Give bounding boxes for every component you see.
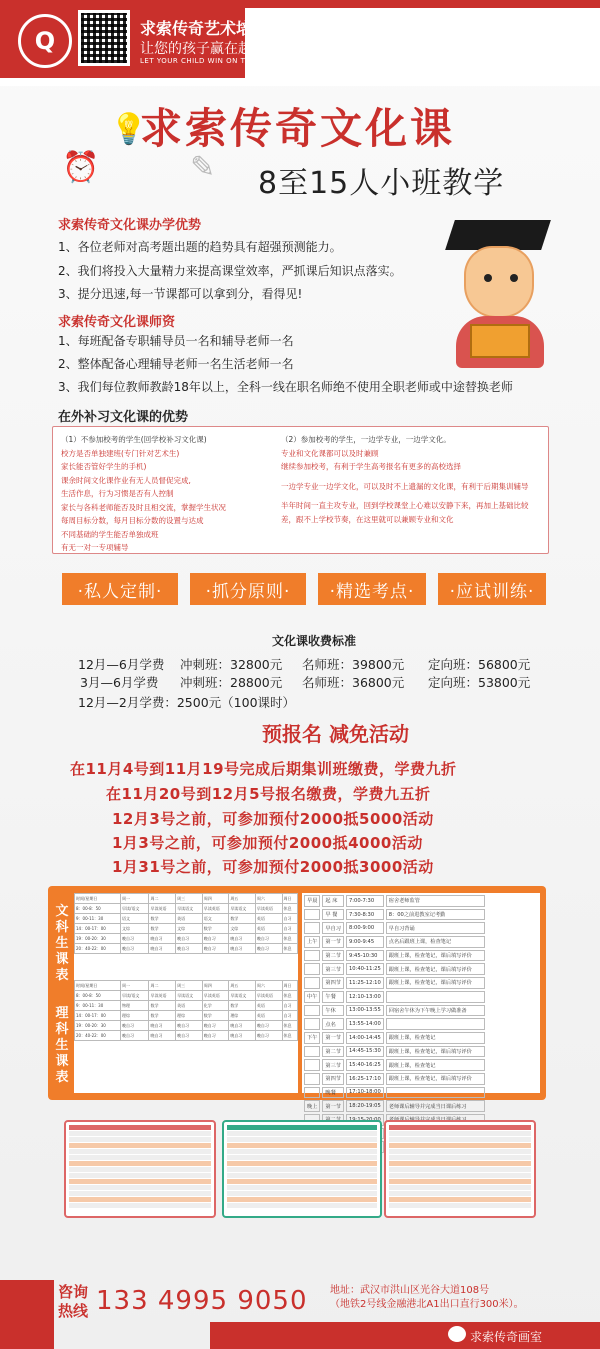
sheet-row <box>227 1203 377 1208</box>
promo-line: 在11月20号到12月5号报名缴费，学费九五折 <box>106 785 431 803</box>
advantage-item: 3、提分迅速,每一节课都可以拿到分，看得见! <box>58 287 303 301</box>
sheet-row <box>389 1191 531 1196</box>
table-cell: 早读英语 <box>202 991 229 1001</box>
sheet-row <box>69 1191 211 1196</box>
table-cell: 8：00之前进教室记考勤 <box>386 909 485 921</box>
table-cell <box>304 909 320 921</box>
table-row <box>75 1031 298 1041</box>
table-cell: 休息 <box>282 1031 297 1041</box>
fee-cell: 冲刺班：28800元 <box>180 675 283 690</box>
table-cell: 语文 <box>120 914 149 924</box>
fee-cell: 名师班：36800元 <box>302 675 405 690</box>
table-cell: 8：00-8：50 <box>75 991 121 1001</box>
tag-principle: ·抓分原则· <box>190 573 306 605</box>
sheet-row <box>227 1167 377 1172</box>
table-cell: 晚自习 <box>255 1031 282 1041</box>
table-cell: 7:30-8:30 <box>346 909 384 921</box>
table-row <box>75 894 298 904</box>
table-cell: 跟班上课，检查笔记 <box>386 1032 485 1044</box>
lightbulb-icon: 💡 <box>110 112 148 147</box>
table-cell: 文综 <box>176 924 203 934</box>
table-cell: 晚自习 <box>255 1021 282 1031</box>
table-cell: 晚自习 <box>229 1021 256 1031</box>
sheet-row <box>389 1167 531 1172</box>
table-cell: 回宿舍午休为下午晚上学习做准备 <box>386 1005 485 1017</box>
sheet-row <box>69 1161 211 1166</box>
table-cell: 时间/星期日 <box>75 981 121 991</box>
daily-schedule-table <box>302 893 487 1155</box>
footer-red-left <box>0 1280 54 1349</box>
fee-cell: 定向班：56800元 <box>428 657 531 672</box>
address: 地址：武汉市洪山区光谷大道108号 （地铁2号线金融港北A1出口直行300米）。 <box>330 1285 524 1310</box>
table-cell: 自习 <box>282 914 297 924</box>
table-cell: 19：00-20：30 <box>75 934 121 944</box>
table-cell: 起 床 <box>322 895 344 907</box>
table-cell: 19：00-20：30 <box>75 1021 121 1031</box>
table-cell: 晚自习 <box>149 944 176 954</box>
slogan: 让您的孩子赢在起跑线上 <box>140 41 294 57</box>
promo-heading: 预报名 减免活动 <box>262 722 409 746</box>
sample-sheet <box>64 1120 216 1218</box>
table-cell: 第三节 <box>322 1059 344 1071</box>
table-row <box>75 914 298 924</box>
table-cell: 13:00-13:55 <box>346 1005 384 1017</box>
table-cell: 18:20-19:05 <box>346 1100 384 1112</box>
table-cell: 早自习背诵 <box>386 922 485 934</box>
consult-label: 咨询热线 <box>58 1283 89 1320</box>
comparison-left: （1）不参加校考的学生(回学校补习文化课) 校方是否单独建班(专门针对艺术生) 家长能否管好学生的手机) 课余时间文化课作业有无人员督促完成, 生活作息，行为习惯是否有人控制 家长与各科老师能否及时且相交流，掌握学生状况 每周目标分数，每月目标分数的设置与达成 不同基础的学生能否单独成班 有无一对一专项辅导 <box>61 435 226 552</box>
table-cell: 周五 <box>229 894 256 904</box>
table-cell: 物理 <box>120 1001 149 1011</box>
table-cell: 9:45-10:30 <box>346 950 384 962</box>
table-cell: 晚自习 <box>149 1021 176 1031</box>
table-cell: 晚自习 <box>229 934 256 944</box>
table-cell: 晚自习 <box>176 944 203 954</box>
table-cell: 下午 <box>304 1032 320 1044</box>
sheet-row <box>389 1143 531 1148</box>
sheet-row <box>69 1131 211 1136</box>
table-cell: 理综 <box>229 1011 256 1021</box>
table-row <box>304 1018 485 1030</box>
table-cell: 早 餐 <box>322 909 344 921</box>
table-cell: 20：40-22：00 <box>75 944 121 954</box>
table-cell: 晚自习 <box>120 1021 149 1031</box>
table-cell: 7:00-7:30 <box>346 895 384 907</box>
sheet-row <box>227 1131 377 1136</box>
table-cell <box>304 1087 320 1099</box>
table-cell: 理综 <box>176 1011 203 1021</box>
table-cell: 17:10-18:00 <box>346 1087 384 1099</box>
table-cell: 9:00-9:45 <box>346 936 384 948</box>
table-cell: 跟班上课，检查笔记 <box>386 1059 485 1071</box>
fee-heading: 文化课收费标准 <box>272 634 357 648</box>
table-cell <box>304 1005 320 1017</box>
table-cell: 宿舍老师监管 <box>386 895 485 907</box>
table-cell: 16:25-17:10 <box>346 1073 384 1085</box>
table-row <box>304 991 485 1003</box>
table-cell: 英语 <box>255 1011 282 1021</box>
table-cell: 晚自习 <box>255 934 282 944</box>
table-row <box>304 909 485 921</box>
table-cell: 跟班上课，检查笔记，课后填写评价 <box>386 977 485 989</box>
fee-cell: 12月—6月学费 <box>78 657 165 672</box>
table-cell <box>304 1046 320 1058</box>
table-cell: 数学 <box>149 1011 176 1021</box>
table-row <box>304 963 485 975</box>
advantages-heading: 求索传奇文化课办学优势 <box>58 218 202 233</box>
table-row <box>304 1032 485 1044</box>
table-cell: 第二节 <box>322 1046 344 1058</box>
table-cell: 周一 <box>120 981 149 991</box>
main-title: 求索传奇文化课 <box>140 104 456 153</box>
sheet-row <box>227 1161 377 1166</box>
table-cell: 早自习 <box>322 922 344 934</box>
table-cell: 晚自习 <box>176 1021 203 1031</box>
table-cell: 晚自习 <box>120 934 149 944</box>
table-cell: 化学 <box>202 1001 229 1011</box>
sheet-row <box>69 1125 211 1130</box>
table-cell: 周四 <box>202 981 229 991</box>
fee-cell: 3月—6月学费 <box>80 675 159 690</box>
table-cell: 晚自习 <box>229 1031 256 1041</box>
table-cell: 周日 <box>282 981 297 991</box>
science-label: 理科生课表 <box>55 1006 69 1085</box>
table-cell: 晚自习 <box>202 1021 229 1031</box>
table-cell: 周三 <box>176 894 203 904</box>
table-cell: 15:40-16:25 <box>346 1059 384 1071</box>
sheet-row <box>69 1203 211 1208</box>
sheet-row <box>389 1125 531 1130</box>
table-cell: 第四节 <box>322 1073 344 1085</box>
table-cell: 早读语文 <box>176 904 203 914</box>
table-cell: 早读/语文 <box>120 904 149 914</box>
table-cell: 英语 <box>255 1001 282 1011</box>
sheet-row <box>227 1149 377 1154</box>
table-cell: 第二节 <box>322 950 344 962</box>
table-cell: 晚自习 <box>120 944 149 954</box>
table-cell: 周六 <box>255 981 282 991</box>
table-row <box>304 1087 485 1099</box>
promo-line: 在11月4号到11月19号完成后期集训班缴费，学费九折 <box>70 760 457 778</box>
table-cell <box>304 977 320 989</box>
table-cell: 跟班上课，检查笔记，课后填写评价 <box>386 1046 485 1058</box>
table-cell: 早读语文 <box>229 991 256 1001</box>
table-cell: 英语 <box>176 914 203 924</box>
table-cell: 早读语文 <box>176 991 203 1001</box>
table-cell: 数学 <box>149 914 176 924</box>
table-cell: 早晨 <box>304 895 320 907</box>
table-cell: 晚自习 <box>229 944 256 954</box>
sheet-row <box>227 1155 377 1160</box>
table-cell: 早读英语 <box>149 904 176 914</box>
table-row <box>304 1005 485 1017</box>
schedule-panel <box>48 886 546 1110</box>
table-cell: 午休 <box>322 1005 344 1017</box>
table-cell <box>304 1059 320 1071</box>
table-cell: 数学 <box>229 914 256 924</box>
promo-line: 12月3号之前，可参加预付2000抵5000活动 <box>112 810 434 828</box>
table-cell: 周日 <box>282 894 297 904</box>
fee-last: 12月—2月学费：2500元（100课时） <box>78 695 296 710</box>
sheet-row <box>389 1197 531 1202</box>
table-cell: 第四节 <box>322 977 344 989</box>
table-cell <box>386 1018 485 1030</box>
table-cell: 早读英语 <box>202 904 229 914</box>
table-cell: 9：00-11：30 <box>75 914 121 924</box>
sheet-row <box>227 1173 377 1178</box>
rocket-icon: ✎ <box>190 150 216 185</box>
table-cell: 休息 <box>282 991 297 1001</box>
phone-number[interactable]: 133 4995 9050 <box>96 1286 308 1316</box>
advantage-item: 1、各位老师对高考题出题的趋势具有超强预测能力。 <box>58 240 342 254</box>
table-row <box>75 1011 298 1021</box>
teachers-heading: 求索传奇文化课师资 <box>58 315 176 330</box>
tag-exam: ·应试训练· <box>438 573 546 605</box>
sheet-row <box>389 1149 531 1154</box>
qr-code <box>78 10 130 66</box>
daily-schedule <box>302 893 540 1110</box>
table-row <box>304 1059 485 1071</box>
teacher-item: 3、我们每位教师教龄18年以上，全科一线在职名师绝不使用全职老师或中途替换老师 <box>58 380 513 394</box>
sheet-row <box>389 1179 531 1184</box>
sheet-row <box>389 1155 531 1160</box>
table-row <box>304 1073 485 1085</box>
table-row <box>75 981 298 991</box>
table-cell: 8：00-8：50 <box>75 904 121 914</box>
table-cell: 10:40-11:25 <box>346 963 384 975</box>
table-cell: 点名 <box>322 1018 344 1030</box>
table-cell: 晚自习 <box>255 944 282 954</box>
table-cell: 晚自习 <box>176 934 203 944</box>
table-cell <box>304 1073 320 1085</box>
school-logo: Q <box>18 14 72 68</box>
table-cell: 自习 <box>282 1001 297 1011</box>
table-row <box>304 977 485 989</box>
table-cell: 11:25-12:10 <box>346 977 384 989</box>
table-cell: 数学 <box>149 924 176 934</box>
table-cell: 数学 <box>202 924 229 934</box>
table-cell: 数学 <box>229 1001 256 1011</box>
sheet-row <box>389 1137 531 1142</box>
table-cell: 第一节 <box>322 1100 344 1112</box>
comparison-right: （2）参加校考的学生，一边学专业，一边学文化。 专业和文化课都可以及时兼顾 继续参加校考，有利于学生高考报名有更多的高校选择 一边学专业一边学文化，可以及时不上遗漏的文化课，有利于后期集训辅导 半年时间一直主攻专业，回到学校课堂上心难以安静下来，再加上基础比较 差，跟不上学校节奏，在这里就可以兼顾专业和文化 <box>281 435 529 524</box>
table-cell <box>386 991 485 1003</box>
table-cell: 晚自习 <box>120 1031 149 1041</box>
header-red-strip <box>245 0 600 8</box>
teacher-item: 1、每班配备专职辅导员一名和辅导老师一名 <box>58 334 294 348</box>
table-cell: 周二 <box>149 894 176 904</box>
sub-title: 8至15人小班教学 <box>258 166 505 201</box>
table-cell: 休息 <box>282 904 297 914</box>
sheet-row <box>69 1137 211 1142</box>
wechat-account: 求索传奇画室 <box>470 1330 543 1344</box>
advantage-item: 2、我们将投入大量精力来提高课堂效率，严抓课后知识点落实。 <box>58 264 402 278</box>
sheet-row <box>69 1179 211 1184</box>
table-cell: 文综 <box>229 924 256 934</box>
sheet-row <box>227 1197 377 1202</box>
outside-heading: 在外补习文化课的优势 <box>58 410 189 425</box>
table-cell: 跟班上课，检查笔记，课后填写评价 <box>386 963 485 975</box>
school-name: 求索传奇艺术培训学校 <box>140 19 301 38</box>
table-cell: 上午 <box>304 936 320 948</box>
table-cell: 13:55-14:00 <box>346 1018 384 1030</box>
table-cell: 英语 <box>255 924 282 934</box>
table-cell: 周一 <box>120 894 149 904</box>
sheet-row <box>227 1179 377 1184</box>
table-cell: 英语 <box>176 1001 203 1011</box>
table-cell: 第一节 <box>322 936 344 948</box>
arts-label: 文科生课表 <box>55 904 69 983</box>
table-cell: 早读/语文 <box>120 991 149 1001</box>
table-cell: 第一节 <box>322 1032 344 1044</box>
sheet-row <box>389 1173 531 1178</box>
sheet-row <box>69 1173 211 1178</box>
sheet-row <box>389 1131 531 1136</box>
fee-cell: 冲刺班：32800元 <box>180 657 283 672</box>
tag-selected: ·精选考点· <box>318 573 426 605</box>
table-cell: 14:00-14:45 <box>346 1032 384 1044</box>
table-row <box>75 944 298 954</box>
table-cell <box>386 1087 485 1099</box>
table-cell: 点名后跟班上课，检查笔记 <box>386 936 485 948</box>
table-cell: 跟班上课，检查笔记，课后填写评价 <box>386 950 485 962</box>
table-row <box>75 904 298 914</box>
table-row <box>304 895 485 907</box>
table-cell: 数学 <box>149 1001 176 1011</box>
teacher-item: 2、整体配备心理辅导老师一名生活老师一名 <box>58 357 294 371</box>
table-cell: 早读英语 <box>149 991 176 1001</box>
table-row <box>304 1100 485 1112</box>
table-cell: 周四 <box>202 894 229 904</box>
tag-custom: ·私人定制· <box>62 573 178 605</box>
table-cell: 休息 <box>282 1021 297 1031</box>
table-row <box>304 950 485 962</box>
graduate-illustration <box>440 220 560 370</box>
table-cell: 晚自习 <box>149 1031 176 1041</box>
table-cell: 晚上 <box>304 1100 320 1112</box>
table-cell: 中午 <box>304 991 320 1003</box>
table-cell: 14：00-17：00 <box>75 1011 121 1021</box>
table-cell: 周二 <box>149 981 176 991</box>
promo-line: 1月3号之前，可参加预付2000抵4000活动 <box>112 834 423 852</box>
science-schedule-table <box>74 980 298 1041</box>
table-cell: 8:00-9:00 <box>346 922 384 934</box>
table-row <box>304 1046 485 1058</box>
sheet-row <box>227 1185 377 1190</box>
table-cell: 周六 <box>255 894 282 904</box>
sample-sheet <box>384 1120 536 1218</box>
sheet-row <box>69 1155 211 1160</box>
table-cell: 早读语文 <box>229 904 256 914</box>
sheet-row <box>227 1143 377 1148</box>
table-cell: 早读英语 <box>255 904 282 914</box>
sheet-row <box>69 1197 211 1202</box>
table-cell: 晚自习 <box>202 944 229 954</box>
sheet-row <box>389 1161 531 1166</box>
table-cell: 自习 <box>282 924 297 934</box>
table-cell: 晚自习 <box>149 934 176 944</box>
table-cell: 早读英语 <box>255 991 282 1001</box>
table-cell: 20：40-22：00 <box>75 1031 121 1041</box>
sheet-row <box>227 1137 377 1142</box>
table-cell: 跟班上课，检查笔记，课后填写评价 <box>386 1073 485 1085</box>
table-cell: 晚餐 <box>322 1087 344 1099</box>
table-cell: 英语 <box>255 914 282 924</box>
table-cell: 自习 <box>282 1011 297 1021</box>
table-cell: 老师课后辅导并完成当日课后练习 <box>386 1100 485 1112</box>
table-cell: 12:10-13:00 <box>346 991 384 1003</box>
sheet-row <box>69 1149 211 1154</box>
table-cell: 休息 <box>282 944 297 954</box>
sample-sheet <box>222 1120 382 1218</box>
table-row <box>304 922 485 934</box>
table-cell: 数学 <box>202 1011 229 1021</box>
arts-schedule-table <box>74 893 298 954</box>
table-cell: 理综 <box>120 1011 149 1021</box>
sheet-row <box>69 1167 211 1172</box>
weekly-schedules <box>74 893 298 1093</box>
table-cell <box>304 922 320 934</box>
table-row <box>75 924 298 934</box>
table-row <box>75 991 298 1001</box>
table-cell: 时间/星期日 <box>75 894 121 904</box>
table-cell: 午餐 <box>322 991 344 1003</box>
table-cell: 第三节 <box>322 963 344 975</box>
table-cell: 9：00-11：30 <box>75 1001 121 1011</box>
table-row <box>75 1021 298 1031</box>
table-cell <box>304 950 320 962</box>
table-row <box>304 936 485 948</box>
table-cell: 文综 <box>120 924 149 934</box>
comparison-box <box>52 426 549 554</box>
table-row <box>75 1001 298 1011</box>
promo-line: 1月31号之前，可参加预付2000抵3000活动 <box>112 858 434 876</box>
table-cell: 晚自习 <box>202 1031 229 1041</box>
fee-cell: 名师班：39800元 <box>302 657 405 672</box>
table-cell: 晚自习 <box>202 934 229 944</box>
sheet-row <box>389 1203 531 1208</box>
table-cell: 休息 <box>282 934 297 944</box>
table-cell: 周三 <box>176 981 203 991</box>
slogan-en: LET YOUR CHILD WIN ON THE STARTING LINE <box>140 57 318 65</box>
table-cell: 14：00-17：00 <box>75 924 121 934</box>
clock-icon: ⏰ <box>62 150 100 185</box>
sheet-row <box>389 1185 531 1190</box>
sheet-row <box>227 1125 377 1130</box>
table-row <box>75 934 298 944</box>
table-cell: 晚自习 <box>176 1031 203 1041</box>
wechat-icon <box>448 1326 466 1342</box>
table-cell: 语文 <box>202 914 229 924</box>
table-cell <box>304 1018 320 1030</box>
table-cell: 14:45-15:30 <box>346 1046 384 1058</box>
fee-cell: 定向班：53800元 <box>428 675 531 690</box>
table-cell: 周五 <box>229 981 256 991</box>
sheet-row <box>227 1191 377 1196</box>
sheet-row <box>69 1185 211 1190</box>
table-cell <box>304 963 320 975</box>
sheet-row <box>69 1143 211 1148</box>
